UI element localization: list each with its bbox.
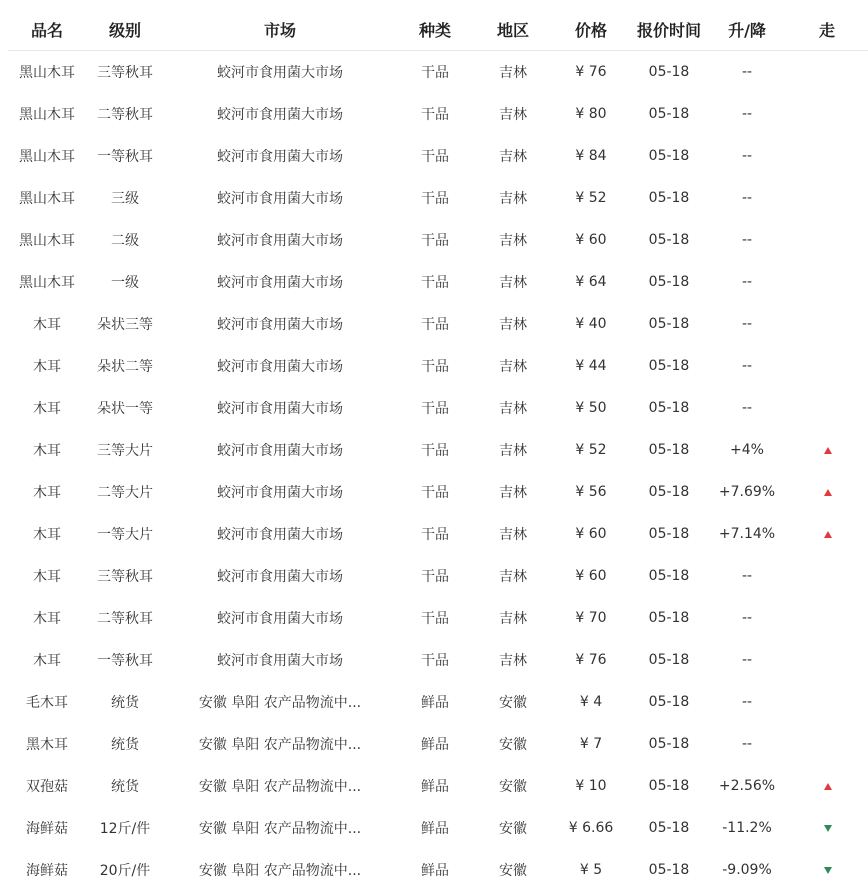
cell-trend	[786, 471, 868, 513]
cell-change: +2.56%	[708, 765, 786, 807]
cell-date: 05-18	[630, 597, 708, 639]
cell-grade: 20斤/件	[86, 849, 164, 891]
cell-grade: 三等秋耳	[86, 555, 164, 597]
cell-price: ¥ 52	[552, 429, 630, 471]
cell-date: 05-18	[630, 555, 708, 597]
cell-date: 05-18	[630, 93, 708, 135]
cell-region: 吉林	[474, 597, 552, 639]
cell-price: ¥ 70	[552, 597, 630, 639]
col-header-price[interactable]: 价格	[552, 8, 630, 51]
cell-price: ¥ 60	[552, 219, 630, 261]
cell-grade: 三等秋耳	[86, 51, 164, 94]
cell-name: 木耳	[8, 471, 86, 513]
cell-date: 05-18	[630, 849, 708, 891]
trend-up-icon	[824, 531, 832, 538]
cell-price: ¥ 40	[552, 303, 630, 345]
table-row[interactable]	[8, 597, 868, 639]
cell-change: --	[708, 51, 786, 94]
cell-name: 黑木耳	[8, 723, 86, 765]
table-row[interactable]	[8, 639, 868, 681]
cell-market: 蛟河市食用菌大市场	[164, 303, 396, 345]
cell-region: 安徽	[474, 765, 552, 807]
cell-kind: 鲜品	[396, 681, 474, 723]
cell-name: 木耳	[8, 303, 86, 345]
cell-grade: 一等大片	[86, 513, 164, 555]
cell-region: 吉林	[474, 639, 552, 681]
cell-region: 安徽	[474, 807, 552, 849]
cell-date: 05-18	[630, 135, 708, 177]
cell-change: -11.2%	[708, 807, 786, 849]
cell-grade: 统货	[86, 723, 164, 765]
cell-price: ¥ 76	[552, 51, 630, 94]
trend-down-icon	[824, 867, 832, 874]
cell-region: 吉林	[474, 471, 552, 513]
cell-trend	[786, 345, 868, 387]
table-row[interactable]	[8, 429, 868, 471]
cell-region: 吉林	[474, 387, 552, 429]
cell-trend	[786, 555, 868, 597]
cell-name: 毛木耳	[8, 681, 86, 723]
cell-trend	[786, 597, 868, 639]
cell-kind: 干品	[396, 513, 474, 555]
cell-date: 05-18	[630, 471, 708, 513]
cell-date: 05-18	[630, 807, 708, 849]
cell-date: 05-18	[630, 219, 708, 261]
cell-trend	[786, 261, 868, 303]
cell-grade: 12斤/件	[86, 807, 164, 849]
cell-grade: 朵状二等	[86, 345, 164, 387]
cell-price: ¥ 84	[552, 135, 630, 177]
cell-name: 黑山木耳	[8, 177, 86, 219]
trend-down-icon	[824, 825, 832, 832]
cell-trend	[786, 387, 868, 429]
cell-market: 安徽 阜阳 农产品物流中...	[164, 681, 396, 723]
cell-change: --	[708, 597, 786, 639]
cell-name: 木耳	[8, 387, 86, 429]
cell-region: 吉林	[474, 135, 552, 177]
cell-region: 吉林	[474, 93, 552, 135]
cell-trend	[786, 93, 868, 135]
table-row[interactable]	[8, 471, 868, 513]
cell-date: 05-18	[630, 345, 708, 387]
cell-name: 木耳	[8, 513, 86, 555]
table-row[interactable]	[8, 219, 868, 261]
col-header-name[interactable]: 品名	[8, 8, 86, 51]
cell-kind: 鲜品	[396, 807, 474, 849]
cell-name: 海鲜菇	[8, 849, 86, 891]
cell-date: 05-18	[630, 765, 708, 807]
cell-kind: 干品	[396, 177, 474, 219]
cell-name: 黑山木耳	[8, 51, 86, 94]
table-row[interactable]	[8, 303, 868, 345]
cell-grade: 朵状三等	[86, 303, 164, 345]
cell-name: 木耳	[8, 639, 86, 681]
table-row[interactable]	[8, 135, 868, 177]
table-row[interactable]	[8, 387, 868, 429]
cell-kind: 干品	[396, 345, 474, 387]
cell-kind: 鲜品	[396, 723, 474, 765]
cell-trend	[786, 177, 868, 219]
cell-change: --	[708, 177, 786, 219]
cell-price: ¥ 64	[552, 261, 630, 303]
cell-grade: 三级	[86, 177, 164, 219]
cell-grade: 一等秋耳	[86, 135, 164, 177]
cell-price: ¥ 60	[552, 513, 630, 555]
cell-date: 05-18	[630, 177, 708, 219]
cell-kind: 干品	[396, 597, 474, 639]
cell-trend	[786, 723, 868, 765]
cell-change: --	[708, 639, 786, 681]
cell-region: 吉林	[474, 303, 552, 345]
cell-price: ¥ 4	[552, 681, 630, 723]
cell-name: 木耳	[8, 597, 86, 639]
cell-price: ¥ 50	[552, 387, 630, 429]
cell-kind: 干品	[396, 219, 474, 261]
cell-kind: 干品	[396, 93, 474, 135]
cell-date: 05-18	[630, 429, 708, 471]
table-row[interactable]	[8, 345, 868, 387]
cell-trend	[786, 219, 868, 261]
cell-grade: 二等秋耳	[86, 93, 164, 135]
cell-trend	[786, 765, 868, 807]
cell-market: 蛟河市食用菌大市场	[164, 387, 396, 429]
cell-kind: 干品	[396, 303, 474, 345]
col-header-change[interactable]: 升/降	[708, 8, 786, 51]
cell-kind: 干品	[396, 135, 474, 177]
cell-price: ¥ 10	[552, 765, 630, 807]
cell-grade: 统货	[86, 765, 164, 807]
cell-market: 蛟河市食用菌大市场	[164, 597, 396, 639]
cell-price: ¥ 60	[552, 555, 630, 597]
table-row[interactable]	[8, 723, 868, 765]
cell-market: 蛟河市食用菌大市场	[164, 51, 396, 94]
cell-change: +4%	[708, 429, 786, 471]
cell-grade: 三等大片	[86, 429, 164, 471]
cell-market: 蛟河市食用菌大市场	[164, 219, 396, 261]
cell-date: 05-18	[630, 387, 708, 429]
cell-market: 蛟河市食用菌大市场	[164, 471, 396, 513]
table-row[interactable]	[8, 51, 868, 94]
cell-name: 黑山木耳	[8, 93, 86, 135]
cell-name: 双孢菇	[8, 765, 86, 807]
cell-date: 05-18	[630, 303, 708, 345]
cell-price: ¥ 80	[552, 93, 630, 135]
cell-date: 05-18	[630, 681, 708, 723]
cell-change: --	[708, 345, 786, 387]
cell-price: ¥ 7	[552, 723, 630, 765]
cell-kind: 鲜品	[396, 849, 474, 891]
cell-region: 吉林	[474, 555, 552, 597]
table-row[interactable]	[8, 765, 868, 807]
cell-market: 蛟河市食用菌大市场	[164, 513, 396, 555]
cell-kind: 干品	[396, 387, 474, 429]
cell-trend	[786, 849, 868, 891]
cell-region: 吉林	[474, 177, 552, 219]
cell-trend	[786, 807, 868, 849]
cell-change: --	[708, 387, 786, 429]
cell-change: --	[708, 555, 786, 597]
cell-region: 安徽	[474, 723, 552, 765]
cell-trend	[786, 429, 868, 471]
cell-market: 安徽 阜阳 农产品物流中...	[164, 807, 396, 849]
trend-up-icon	[824, 783, 832, 790]
cell-kind: 鲜品	[396, 765, 474, 807]
cell-change: --	[708, 681, 786, 723]
table-row[interactable]	[8, 177, 868, 219]
cell-market: 安徽 阜阳 农产品物流中...	[164, 723, 396, 765]
table-row[interactable]	[8, 681, 868, 723]
cell-grade: 一级	[86, 261, 164, 303]
cell-price: ¥ 56	[552, 471, 630, 513]
table-row[interactable]	[8, 513, 868, 555]
col-header-trend[interactable]: 走	[786, 8, 868, 51]
cell-trend	[786, 513, 868, 555]
cell-price: ¥ 76	[552, 639, 630, 681]
cell-trend	[786, 51, 868, 94]
cell-market: 蛟河市食用菌大市场	[164, 345, 396, 387]
cell-trend	[786, 681, 868, 723]
cell-market: 蛟河市食用菌大市场	[164, 135, 396, 177]
cell-date: 05-18	[630, 261, 708, 303]
cell-name: 木耳	[8, 429, 86, 471]
cell-kind: 干品	[396, 639, 474, 681]
cell-change: --	[708, 303, 786, 345]
cell-kind: 干品	[396, 261, 474, 303]
cell-kind: 干品	[396, 429, 474, 471]
cell-grade: 二等秋耳	[86, 597, 164, 639]
cell-market: 蛟河市食用菌大市场	[164, 177, 396, 219]
cell-trend	[786, 135, 868, 177]
col-header-market[interactable]: 市场	[164, 8, 396, 51]
cell-kind: 干品	[396, 471, 474, 513]
cell-region: 安徽	[474, 681, 552, 723]
cell-change: --	[708, 723, 786, 765]
cell-change: --	[708, 219, 786, 261]
cell-grade: 二级	[86, 219, 164, 261]
table-body	[8, 51, 868, 891]
cell-grade: 二等大片	[86, 471, 164, 513]
cell-region: 吉林	[474, 345, 552, 387]
cell-change: --	[708, 261, 786, 303]
cell-region: 吉林	[474, 219, 552, 261]
cell-market: 安徽 阜阳 农产品物流中...	[164, 849, 396, 891]
cell-date: 05-18	[630, 513, 708, 555]
cell-change: +7.69%	[708, 471, 786, 513]
col-header-date[interactable]: 报价时间	[630, 8, 708, 51]
trend-up-icon	[824, 447, 832, 454]
cell-market: 蛟河市食用菌大市场	[164, 555, 396, 597]
table-row[interactable]	[8, 555, 868, 597]
cell-market: 蛟河市食用菌大市场	[164, 639, 396, 681]
cell-market: 蛟河市食用菌大市场	[164, 261, 396, 303]
table-row[interactable]	[8, 807, 868, 849]
cell-date: 05-18	[630, 51, 708, 94]
table-row[interactable]	[8, 849, 868, 891]
cell-price: ¥ 5	[552, 849, 630, 891]
cell-market: 蛟河市食用菌大市场	[164, 93, 396, 135]
cell-grade: 一等秋耳	[86, 639, 164, 681]
cell-price: ¥ 44	[552, 345, 630, 387]
table-row[interactable]	[8, 93, 868, 135]
cell-name: 木耳	[8, 345, 86, 387]
cell-trend	[786, 639, 868, 681]
trend-up-icon	[824, 489, 832, 496]
price-table	[8, 8, 868, 891]
cell-name: 海鲜菇	[8, 807, 86, 849]
cell-price: ¥ 6.66	[552, 807, 630, 849]
cell-date: 05-18	[630, 723, 708, 765]
col-header-kind[interactable]: 种类	[396, 8, 474, 51]
cell-date: 05-18	[630, 639, 708, 681]
cell-change: --	[708, 93, 786, 135]
cell-name: 木耳	[8, 555, 86, 597]
cell-price: ¥ 52	[552, 177, 630, 219]
cell-region: 吉林	[474, 51, 552, 94]
cell-trend	[786, 303, 868, 345]
cell-name: 黑山木耳	[8, 135, 86, 177]
cell-region: 吉林	[474, 261, 552, 303]
col-header-grade[interactable]: 级别	[86, 8, 164, 51]
cell-market: 安徽 阜阳 农产品物流中...	[164, 765, 396, 807]
cell-change: -9.09%	[708, 849, 786, 891]
cell-market: 蛟河市食用菌大市场	[164, 429, 396, 471]
cell-grade: 统货	[86, 681, 164, 723]
cell-change: +7.14%	[708, 513, 786, 555]
cell-kind: 干品	[396, 555, 474, 597]
cell-region: 安徽	[474, 849, 552, 891]
cell-kind: 干品	[396, 51, 474, 94]
cell-name: 黑山木耳	[8, 261, 86, 303]
col-header-region[interactable]: 地区	[474, 8, 552, 51]
table-row[interactable]	[8, 261, 868, 303]
cell-name: 黑山木耳	[8, 219, 86, 261]
header-row	[8, 8, 868, 51]
cell-region: 吉林	[474, 513, 552, 555]
cell-grade: 朵状一等	[86, 387, 164, 429]
cell-change: --	[708, 135, 786, 177]
cell-region: 吉林	[474, 429, 552, 471]
